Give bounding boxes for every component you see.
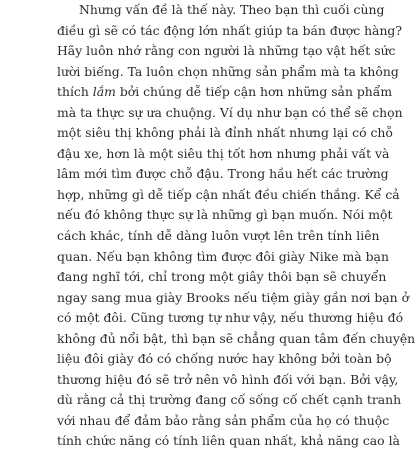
- emphasized-word: lắm: [92, 84, 116, 100]
- text-line: liệu đôi giày đó có chống nước hay không bởi toàn bộ: [57, 351, 392, 367]
- text-line: quan. Nếu bạn không tìm được đôi giày Nike mà bạn: [57, 248, 389, 264]
- text-line: dù rằng cả thị trường đang cố sống cố chết cạnh tranh: [57, 392, 402, 408]
- text-line: đậu xe, hơn là một siêu thị tốt hơn nhưng phải vất và: [57, 145, 390, 161]
- text-line: không đủ nổi bật, thì bạn sẽ chẳng quan tâm đến chuyện: [57, 330, 415, 346]
- text-line: ngay sang mua giày Brooks nếu tiệm giày gần nơi bạn ở: [57, 289, 410, 305]
- text-segment: bởi chúng dễ tiếp cận hơn những sản phẩm: [115, 84, 393, 100]
- text-line: lười biếng. Ta luôn chọn những sản phẩm mà ta không: [57, 63, 399, 79]
- text-line: nếu đó không thực sự là những gì bạn muốn. Nói một: [57, 207, 393, 223]
- body-paragraph: [57, 0, 415, 452]
- text-line: [57, 82, 393, 103]
- text-line: tính chức năng có tính liên quan nhất, khả năng cao là: [57, 433, 400, 449]
- text-line: lâm mới tìm được chỗ đậu. Trong hầu hết các trường: [57, 166, 389, 182]
- text-line: Nhưng vấn đề là thế này. Theo bạn thì cuối cùng: [79, 2, 385, 17]
- text-line: với nhau để đảm bảo rằng sản phẩm của họ có thuộc: [57, 412, 390, 428]
- text-line: mà ta thực sự ưa chuộng. Ví dụ như bạn có thể sẽ chọn: [57, 104, 403, 120]
- text-line: điều gì sẽ có tác động lớn nhất giúp ta bán được hàng?: [57, 22, 402, 38]
- text-line: cách khác, tính dễ dàng luôn vượt lên trên tính liên: [57, 228, 380, 244]
- text-line: có một đôi. Cũng tương tự như vậy, nếu thương hiệu đó: [57, 310, 404, 326]
- text-line: đang nghĩ tới, chỉ trong một giây thôi bạn sẽ chuyển: [57, 269, 387, 285]
- text-line: thương hiệu đó sẽ trở nên vô hình đối với bạn. Bởi vậy,: [57, 371, 399, 387]
- text-line: một siêu thị không phải là đỉnh nhất nhưng lại có chỗ: [57, 125, 393, 141]
- text-line: Hãy luôn nhớ rằng con người là những tạo vật hết sức: [57, 43, 396, 59]
- text-line: hợp, những gì dễ tiếp cận nhất đều chiến thắng. Kể cả: [57, 186, 400, 202]
- text-segment: thích: [57, 84, 93, 100]
